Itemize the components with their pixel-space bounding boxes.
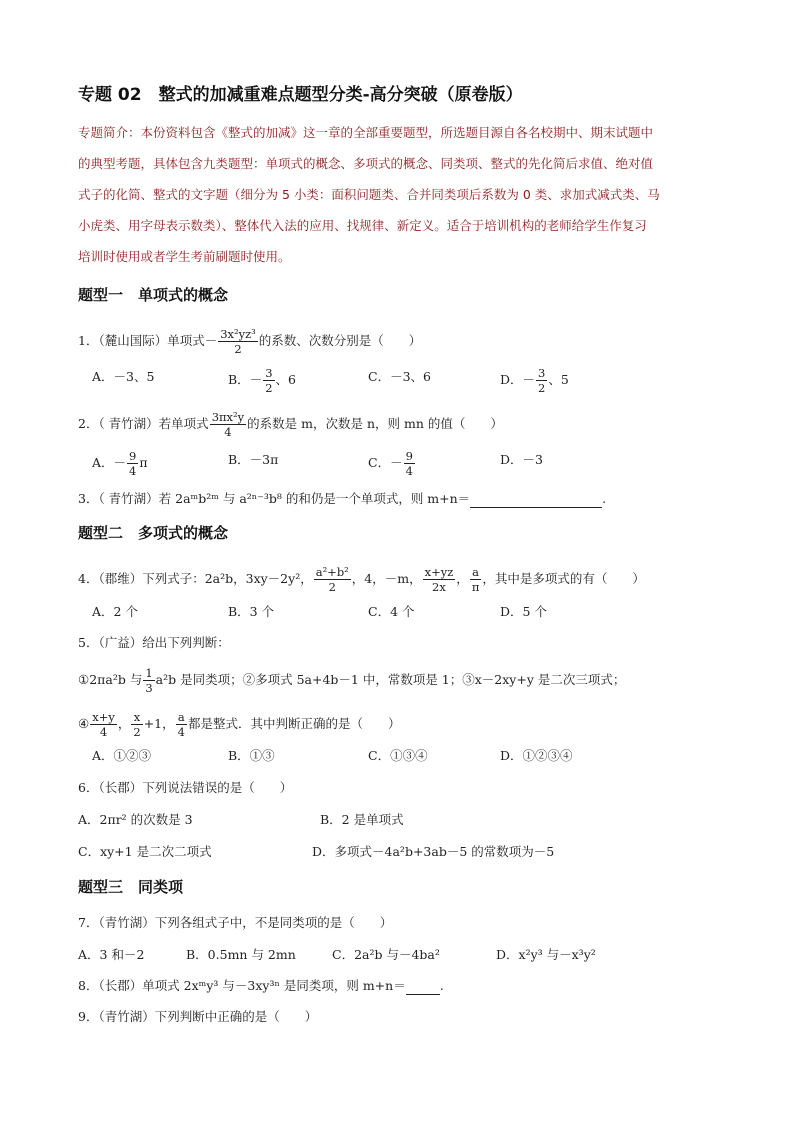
q5-l1-num: 1 bbox=[145, 666, 153, 680]
q2-a-tail: π bbox=[139, 455, 148, 470]
q5-l2-den1: 4 bbox=[99, 725, 108, 739]
intro-line-3: 式子的化简、整式的文字题（细分为 5 小类：面积问题类、合并同类项后系数为 0 类、求加式减式类、马 bbox=[78, 187, 660, 202]
q1-option-c: C．－3、6 bbox=[368, 369, 431, 384]
q5-option-b: B．①③ bbox=[228, 748, 275, 763]
q1-prefix: 1．（麓山国际）单项式－ bbox=[78, 333, 218, 348]
q2-denominator: 4 bbox=[224, 425, 232, 439]
q1-d-fraction bbox=[536, 366, 547, 395]
q1-option-a: A．－3、5 bbox=[92, 369, 155, 384]
q4-f1-den: 2 bbox=[328, 580, 336, 594]
q4-option-d: D．5 个 bbox=[500, 604, 547, 619]
section-heading-3: 题型三 同类项 bbox=[78, 878, 184, 896]
intro-line-5: 培训时使用或者学生考前刷题时使用。 bbox=[78, 249, 291, 264]
question-8 bbox=[78, 977, 444, 995]
q5-l1-den: 3 bbox=[145, 681, 153, 695]
q2-a-fraction bbox=[127, 449, 138, 478]
q5-l2-num2: x bbox=[131, 710, 142, 725]
q2-numerator: 3πx²y bbox=[211, 410, 245, 424]
question-7: 7．（青竹湖）下列各组式子中，不是同类项的是（ ） bbox=[78, 915, 393, 930]
q2-a-num: 9 bbox=[129, 449, 137, 463]
q4-fraction-2 bbox=[423, 565, 456, 594]
q7-option-d: D．x²y³ 与－x³y² bbox=[496, 947, 596, 962]
q6-option-a: A．2πr² 的次数是 3 bbox=[78, 812, 193, 827]
q5-l2-fraction-2 bbox=[131, 710, 142, 739]
q2-a-label: A．－ bbox=[92, 455, 127, 470]
q7-option-a: A．3 和－2 bbox=[78, 947, 145, 962]
q4-f2-num: x+yz bbox=[424, 565, 454, 579]
q1-d-tail: 、5 bbox=[548, 372, 569, 387]
q4-f2-den: 2x bbox=[432, 580, 446, 594]
intro-line-1: 专题简介：本份资料包含《整式的加减》这一章的全部重要题型，所选题目源自各名校期中、期末试题中 bbox=[78, 125, 654, 140]
q1-d-label: D．－ bbox=[500, 372, 536, 387]
q3-answer-blank[interactable] bbox=[470, 495, 602, 508]
section-heading-2: 题型二 多项式的概念 bbox=[78, 524, 229, 542]
q1-option-d bbox=[500, 366, 569, 395]
q3-end: . bbox=[602, 491, 607, 506]
q1-b-den: 2 bbox=[265, 381, 273, 395]
q1-b-tail: 、6 bbox=[275, 372, 296, 387]
q2-c-num: 9 bbox=[405, 449, 413, 463]
q5-line-1 bbox=[78, 666, 625, 695]
q5-l1-rest: a²b 是同类项；②多项式 5a+4b－1 中，常数项是 1；③x－2xy+y 是二次三项式； bbox=[155, 672, 626, 687]
q2-a-den: 4 bbox=[129, 464, 137, 478]
q5-l2-sep2: +1， bbox=[143, 716, 175, 731]
q1-d-den: 2 bbox=[538, 381, 546, 395]
q6-option-d: D．多项式－4a²b+3ab－5 的常数项为－5 bbox=[312, 844, 555, 859]
q5-l2-den2: 2 bbox=[133, 725, 141, 739]
q5-l1-start: ①2πa²b 与 bbox=[78, 672, 143, 687]
q5-l1-fraction bbox=[143, 666, 154, 695]
q1-suffix: 的系数、次数分别是（ ） bbox=[258, 333, 422, 348]
q2-prefix: 2．（ 青竹湖）若单项式 bbox=[78, 416, 209, 431]
q4-option-a: A．2 个 bbox=[92, 604, 138, 619]
question-1 bbox=[78, 327, 421, 356]
q2-c-fraction bbox=[404, 449, 415, 478]
q4-option-b: B．3 个 bbox=[228, 604, 275, 619]
question-5: 5．（广益）给出下列判断： bbox=[78, 635, 230, 650]
q4-f1-num: a²+b² bbox=[315, 565, 349, 579]
q8-end: . bbox=[439, 978, 444, 993]
q2-option-d: D．－3 bbox=[500, 452, 543, 467]
question-3 bbox=[78, 490, 606, 508]
q5-option-d: D．①②③④ bbox=[500, 748, 573, 763]
q2-fraction bbox=[210, 410, 246, 439]
q4-mid: ，4，－m， bbox=[351, 571, 422, 586]
q4-f3-den: π bbox=[471, 580, 480, 594]
q5-l2-rest: 都是整式．其中判断正确的是（ ） bbox=[187, 716, 401, 731]
section-heading-1: 题型一 单项式的概念 bbox=[78, 286, 229, 304]
q1-b-fraction bbox=[263, 366, 274, 395]
q1-option-b bbox=[228, 366, 296, 395]
q5-option-c: C．①③④ bbox=[368, 748, 428, 763]
q4-fraction-3 bbox=[470, 565, 482, 594]
q5-l2-start: ④ bbox=[78, 716, 90, 731]
question-6: 6．（长郡）下列说法错误的是（ ） bbox=[78, 780, 293, 795]
q5-l2-sep1: ， bbox=[117, 716, 131, 731]
q4-option-c: C．4 个 bbox=[368, 604, 415, 619]
q5-l2-den3: 4 bbox=[177, 725, 185, 739]
q1-b-label: B．－ bbox=[228, 372, 263, 387]
intro-line-2: 的典型考题，具体包含九类题型：单项式的概念、多项式的概念、同类项、整式的先化简后求值、绝对值 bbox=[78, 156, 654, 171]
q6-option-b: B．2 是单项式 bbox=[320, 812, 404, 827]
q2-option-a bbox=[92, 449, 148, 478]
q4-prefix: 4．（郡维）下列式子：2a²b，3xy－2y²， bbox=[78, 571, 313, 586]
question-4 bbox=[78, 565, 645, 594]
q2-c-den: 4 bbox=[405, 464, 413, 478]
q2-option-c bbox=[368, 449, 416, 478]
q3-text: 3．（ 青竹湖）若 2aᵐb²ᵐ 与 a²ⁿ⁻³b⁸ 的和仍是一个单项式，则 m+n＝ bbox=[78, 491, 471, 506]
intro-line-4: 小虎类、用字母表示数类）、整体代入法的应用、找规律、新定义。适合于培训机构的老师给学生作复习 bbox=[78, 218, 647, 233]
q5-l2-num1: x+y bbox=[92, 710, 115, 724]
q5-option-a: A．①②③ bbox=[92, 748, 152, 763]
q4-suffix: ，其中是多项式的有（ ） bbox=[482, 571, 645, 586]
q4-mid2: ， bbox=[456, 571, 469, 586]
q1-numerator: 3x²yz³ bbox=[220, 327, 256, 341]
q8-answer-blank[interactable] bbox=[406, 982, 440, 995]
q7-option-b: B．0.5mn 与 2mn bbox=[186, 947, 296, 962]
question-2 bbox=[78, 410, 503, 439]
q1-b-num: 3 bbox=[265, 366, 273, 380]
q6-option-c: C．xy+1 是二次二项式 bbox=[78, 844, 212, 859]
q5-l2-fraction-3 bbox=[176, 710, 187, 739]
question-9: 9．（青竹湖）下列判断中正确的是（ ） bbox=[78, 1009, 318, 1024]
q1-d-num: 3 bbox=[538, 366, 546, 380]
q2-suffix: 的系数是 m，次数是 n，则 mn 的值（ ） bbox=[247, 416, 503, 431]
q5-line-2 bbox=[78, 710, 400, 739]
q2-option-b: B．－3π bbox=[228, 452, 279, 467]
page-title: 专题 02 整式的加减重难点题型分类-高分突破（原卷版） bbox=[78, 85, 523, 105]
q7-option-c: C．2a²b 与－4ba² bbox=[332, 947, 440, 962]
q2-c-label: C．－ bbox=[368, 455, 403, 470]
q5-l2-fraction-1 bbox=[90, 710, 117, 739]
q5-l2-num3: a bbox=[176, 710, 187, 725]
q4-fraction-1 bbox=[314, 565, 351, 594]
q8-text: 8．（长郡）单项式 2xᵐy³ 与－3xy³ⁿ 是同类项，则 m+n＝ bbox=[78, 978, 406, 993]
q1-fraction bbox=[218, 327, 258, 356]
q1-denominator: 2 bbox=[234, 342, 242, 356]
q4-f3-num: a bbox=[470, 565, 482, 580]
